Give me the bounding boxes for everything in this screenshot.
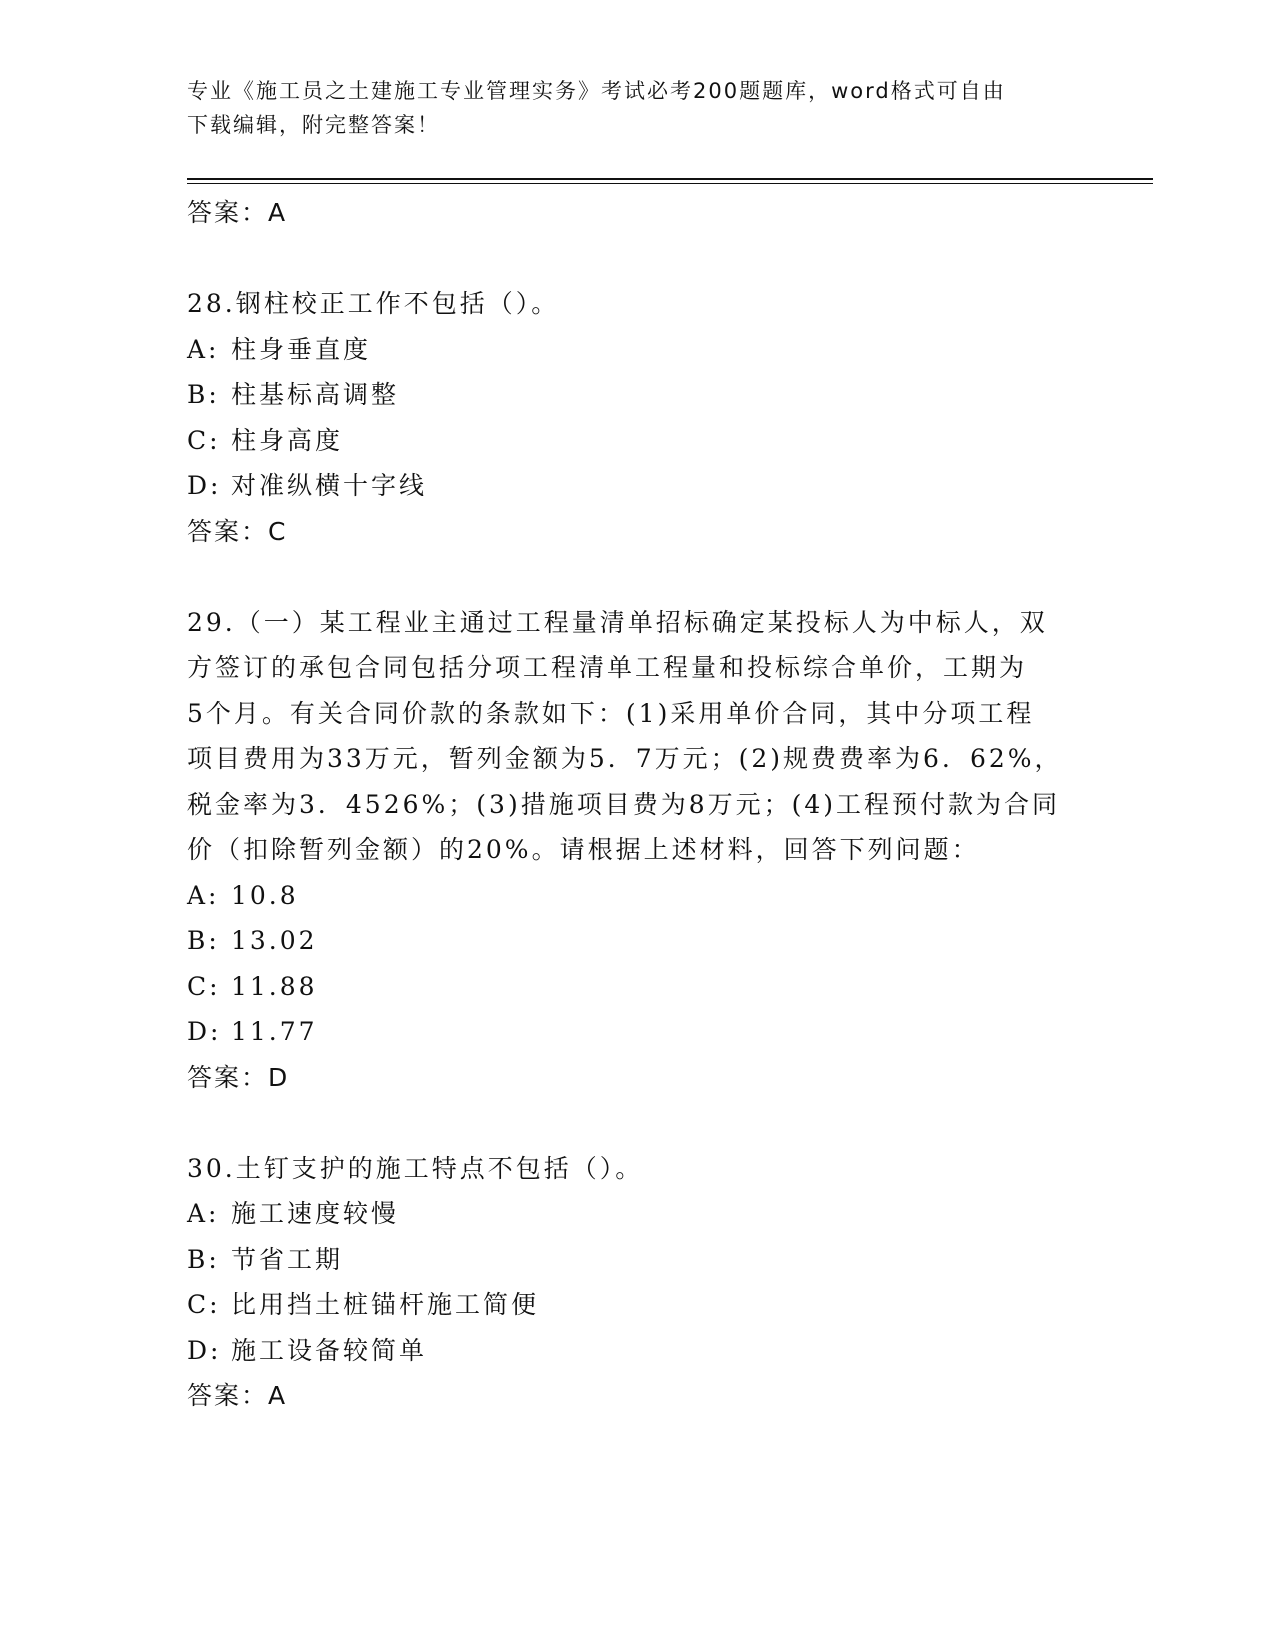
question-29	[187, 600, 1127, 1100]
stem-line: 税金率为3．4526%；(3)措施项目费为8万元；(4)工程预付款为合同	[187, 789, 1061, 819]
stem-line: 5个月。有关合同价款的条款如下：(1)采用单价合同，其中分项工程	[187, 698, 1035, 728]
header-divider-thick	[187, 178, 1153, 180]
header-divider-thin	[187, 183, 1153, 184]
option-text: 施工设备较简单	[231, 1335, 428, 1365]
question-list	[187, 190, 1127, 1418]
option-text: 13.02	[231, 926, 318, 955]
stem-line: 28.钢柱校正工作不包括（）。	[187, 289, 560, 318]
question-stem	[187, 1146, 1127, 1192]
option-text: 11.77	[231, 1017, 318, 1046]
option-text: 比用挡土桩锚杆施工简便	[231, 1290, 540, 1319]
option-text: 11.88	[231, 971, 318, 1001]
option-c	[187, 418, 1127, 464]
option-text: 柱身垂直度	[231, 334, 372, 364]
option-letter: D:	[187, 471, 222, 500]
question-stem	[187, 281, 1127, 327]
option-letter: C:	[187, 1290, 221, 1319]
option-d	[187, 463, 1127, 509]
header-line-1: 专业《施工员之土建施工专业管理实务》考试必考200题题库，word格式可自由	[187, 79, 1006, 103]
option-text: 节省工期	[231, 1244, 344, 1274]
option-b	[187, 372, 1127, 418]
stem-line: 30.土钉支护的施工特点不包括（）。	[187, 1153, 644, 1183]
stem-line: 价（扣除暂列金额）的20%。请根据上述材料，回答下列问题：	[187, 835, 980, 864]
option-letter: D:	[187, 1335, 222, 1365]
header-line-2: 下载编辑，附完整答案！	[187, 113, 440, 137]
question-30	[187, 1146, 1127, 1419]
question-answer: 答案：C	[187, 516, 288, 546]
stem-line: 29.（一）某工程业主通过工程量清单招标确定某投标人为中标人，双	[187, 607, 1048, 637]
option-d	[187, 1328, 1127, 1374]
option-letter: B:	[187, 380, 220, 409]
option-a	[187, 873, 1127, 919]
stem-line: 方签订的承包合同包括分项工程清单工程量和投标综合单价，工期为	[187, 653, 1028, 682]
option-b	[187, 1237, 1127, 1283]
question-28	[187, 281, 1127, 554]
question-stem	[187, 600, 1127, 873]
option-text: 柱身高度	[231, 425, 344, 455]
option-a	[187, 1191, 1127, 1237]
question-answer: 答案：D	[187, 1062, 290, 1092]
option-letter: B:	[187, 926, 220, 955]
option-d	[187, 1009, 1127, 1055]
previous-question-answer: 答案：A	[187, 198, 288, 227]
page-header	[187, 74, 1087, 142]
option-a	[187, 327, 1127, 373]
option-text: 10.8	[231, 880, 299, 910]
option-b	[187, 918, 1127, 964]
option-letter: D:	[187, 1017, 222, 1046]
option-letter: A:	[187, 334, 220, 364]
stem-line: 项目费用为33万元，暂列金额为5．7万元；(2)规费费率为6．62%，	[187, 744, 1063, 773]
option-c	[187, 964, 1127, 1010]
option-text: 施工速度较慢	[231, 1199, 400, 1228]
option-letter: C:	[187, 425, 221, 455]
option-text: 对准纵横十字线	[231, 471, 428, 500]
option-letter: A:	[187, 1199, 220, 1228]
option-c	[187, 1282, 1127, 1328]
option-letter: B:	[187, 1244, 220, 1274]
question-answer: 答案：A	[187, 1381, 288, 1410]
option-text: 柱基标高调整	[231, 380, 400, 409]
option-letter: A:	[187, 880, 220, 910]
option-letter: C:	[187, 971, 221, 1001]
